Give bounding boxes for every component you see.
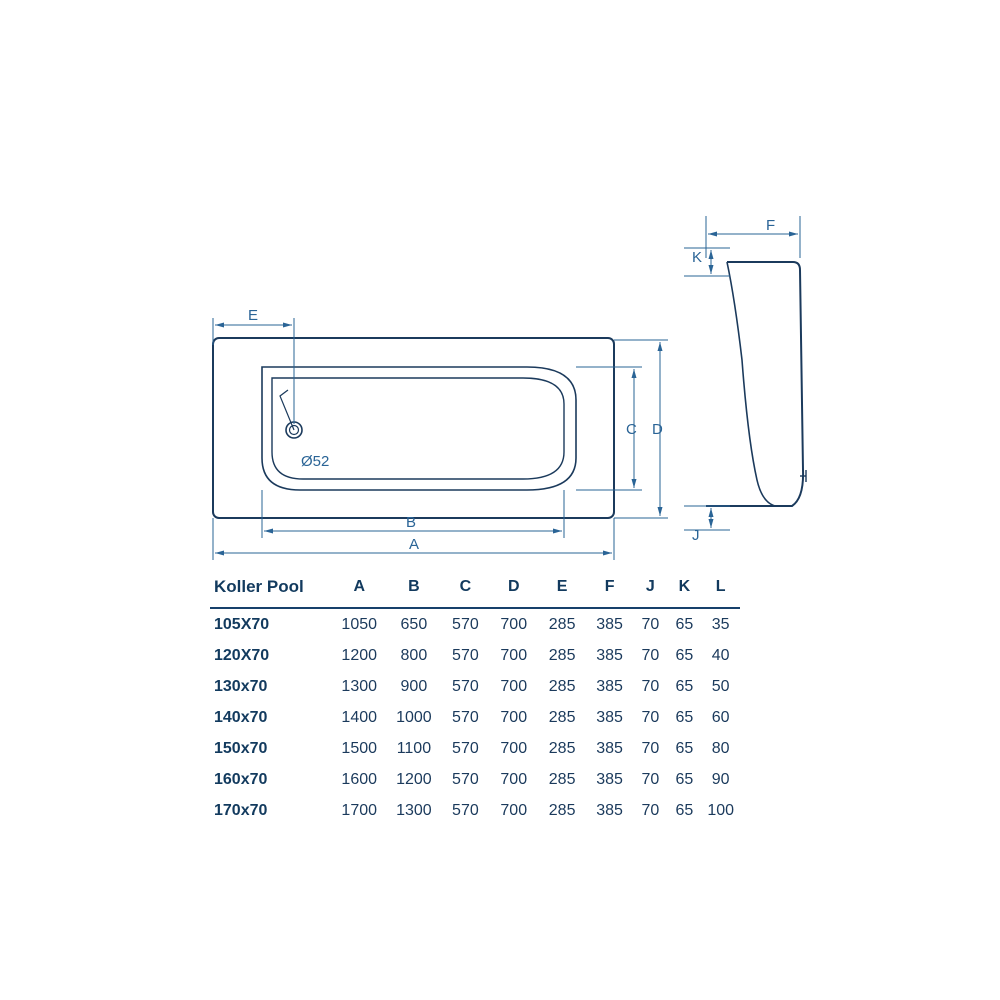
cell-L: 60 [711, 708, 730, 726]
cell-E: 285 [548, 646, 576, 664]
dimension-J-side [684, 506, 730, 544]
cell-J: 70 [641, 677, 660, 695]
table-row [210, 702, 740, 733]
row-name: 150x70 [214, 739, 268, 757]
cell-F: 385 [596, 708, 623, 726]
cell-C: 570 [452, 801, 479, 819]
cell-B: 1200 [396, 770, 432, 788]
column-header-D: D [507, 578, 520, 595]
table-row [210, 608, 740, 640]
cell-A: 1500 [341, 739, 378, 757]
cell-B: 1100 [396, 739, 432, 757]
row-name: 170x70 [214, 801, 268, 819]
cell-C: 570 [452, 646, 479, 664]
cell-F: 385 [596, 739, 623, 757]
cell-L: 100 [707, 801, 735, 819]
cell-L: 90 [711, 770, 730, 788]
cell-D: 700 [500, 739, 528, 757]
cell-C: 570 [452, 770, 479, 788]
bath-plan-outline [213, 338, 614, 518]
cell-E: 285 [548, 739, 576, 757]
dimension-label-E: E [248, 307, 259, 324]
row-name: 130x70 [214, 677, 268, 695]
dimension-label-C: C [626, 421, 637, 438]
spec-table-head [210, 575, 740, 608]
cell-B: 650 [400, 615, 428, 633]
drain-hole-icon [280, 390, 302, 438]
table-row [210, 640, 740, 671]
cell-L: 80 [711, 739, 730, 757]
cell-F: 385 [596, 770, 623, 788]
cell-E: 285 [548, 615, 576, 633]
cell-K: 65 [675, 615, 694, 633]
cell-D: 700 [500, 677, 528, 695]
cell-B: 900 [400, 677, 428, 695]
cell-F: 385 [596, 615, 623, 633]
cell-F: 385 [596, 677, 623, 695]
cell-D: 700 [500, 615, 528, 633]
dimension-label-F: F [766, 217, 776, 234]
cell-D: 700 [500, 770, 528, 788]
row-name: 140x70 [214, 708, 268, 726]
cell-C: 570 [452, 708, 479, 726]
column-header-name: Koller Pool [214, 577, 304, 596]
cell-F: 385 [596, 801, 623, 819]
cell-C: 570 [452, 739, 479, 757]
cell-J: 70 [641, 615, 660, 633]
cell-B: 800 [400, 646, 428, 664]
cell-C: 570 [452, 677, 479, 695]
dimension-label-K: K [692, 249, 703, 266]
cell-E: 285 [548, 770, 576, 788]
cell-K: 65 [675, 739, 694, 757]
dimension-F-side [706, 216, 800, 258]
cell-E: 285 [548, 801, 576, 819]
cell-K: 65 [675, 801, 694, 819]
column-header-C: C [459, 578, 472, 595]
cell-B: 1000 [396, 708, 432, 726]
cell-J: 70 [641, 801, 660, 819]
cell-A: 1400 [341, 708, 378, 726]
cell-A: 1200 [341, 646, 378, 664]
bath-side-profile [706, 262, 806, 506]
cell-J: 70 [641, 739, 660, 757]
table-row [210, 671, 740, 702]
cell-L: 50 [711, 677, 730, 695]
cell-D: 700 [500, 801, 528, 819]
row-name: 105X70 [214, 615, 270, 633]
column-header-L: L [715, 578, 726, 595]
cell-A: 1700 [341, 801, 378, 819]
dimension-label-B: B [406, 514, 417, 531]
dimension-label-A: A [409, 536, 420, 553]
cell-J: 70 [641, 770, 660, 788]
column-header-B: B [408, 578, 420, 595]
table-row [210, 733, 740, 764]
cell-A: 1600 [341, 770, 378, 788]
cell-K: 65 [675, 708, 694, 726]
cell-J: 70 [641, 646, 660, 664]
row-name: 120X70 [214, 646, 270, 664]
dimension-C-plan [576, 367, 642, 490]
table-row [210, 795, 740, 826]
cell-D: 700 [500, 646, 528, 664]
cell-J: 70 [641, 708, 660, 726]
column-header-A: A [353, 578, 365, 595]
spec-table [210, 575, 740, 826]
dimension-K-side [684, 248, 730, 276]
column-header-F: F [604, 578, 615, 595]
table-row [210, 764, 740, 795]
cell-A: 1050 [341, 615, 378, 633]
cell-C: 570 [452, 615, 479, 633]
cell-L: 35 [711, 615, 730, 633]
column-header-K: K [678, 578, 691, 595]
column-header-E: E [556, 578, 568, 595]
spec-table-body [210, 608, 740, 826]
dimension-B-plan [262, 490, 564, 538]
cell-K: 65 [675, 677, 694, 695]
dimension-E-plan [213, 307, 294, 424]
dimension-label-D: D [652, 421, 663, 438]
cell-E: 285 [548, 708, 576, 726]
cell-L: 40 [711, 646, 730, 664]
row-name: 160x70 [214, 770, 268, 788]
cell-B: 1300 [396, 801, 432, 819]
cell-F: 385 [596, 646, 623, 664]
cell-K: 65 [675, 770, 694, 788]
drain-diameter-label: Ø52 [301, 453, 330, 470]
column-header-J: J [645, 578, 655, 595]
spec-table-header-row [210, 575, 740, 608]
cell-K: 65 [675, 646, 694, 664]
cell-D: 700 [500, 708, 528, 726]
dimension-label-J: J [692, 527, 700, 544]
spec-table-wrap [210, 575, 750, 826]
cell-E: 285 [548, 677, 576, 695]
cell-A: 1300 [341, 677, 378, 695]
